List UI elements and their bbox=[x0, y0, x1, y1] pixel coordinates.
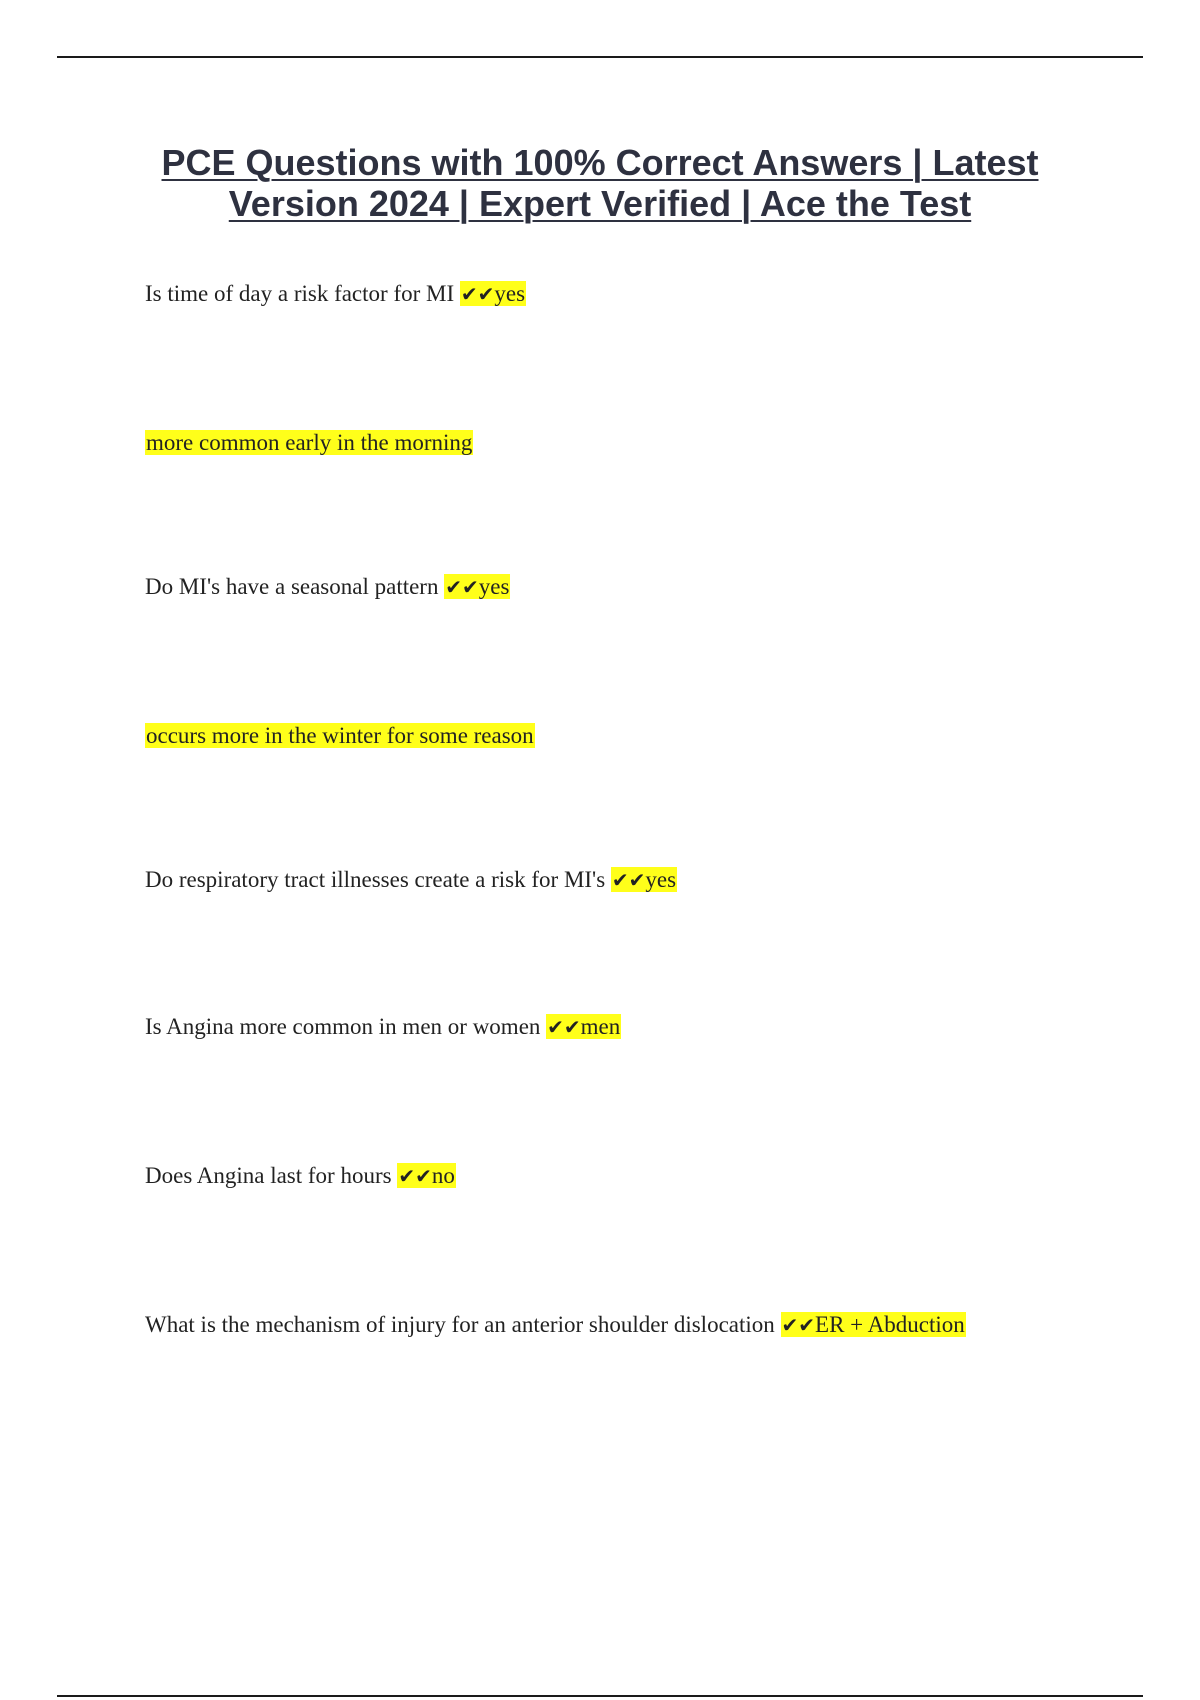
qa-item bbox=[145, 279, 526, 309]
check-mark-icon: ✔✔ bbox=[547, 1015, 581, 1039]
check-mark-icon: ✔✔ bbox=[460, 282, 495, 306]
answer-highlight bbox=[781, 1312, 966, 1337]
qa-item bbox=[145, 865, 677, 895]
answer-highlight bbox=[444, 574, 510, 599]
question-text: Do MI's have a seasonal pattern bbox=[145, 574, 439, 599]
answer-text: yes bbox=[478, 574, 510, 599]
answer-highlight bbox=[546, 1014, 621, 1039]
answer-text: men bbox=[580, 1014, 621, 1039]
question-text: What is the mechanism of injury for an anterior shoulder dislocation bbox=[145, 1312, 775, 1337]
header-rule bbox=[57, 56, 1143, 58]
answer-note bbox=[145, 428, 473, 458]
note-text: more common early in the morning bbox=[146, 430, 473, 455]
answer-highlight bbox=[611, 867, 677, 892]
answer-highlight bbox=[460, 281, 526, 306]
check-mark-icon: ✔✔ bbox=[445, 575, 479, 599]
question-text: Is Angina more common in men or women bbox=[145, 1014, 541, 1039]
footer-rule bbox=[57, 1695, 1143, 1697]
question-text: Does Angina last for hours bbox=[145, 1163, 392, 1188]
answer-text: no bbox=[431, 1163, 455, 1188]
document-title: PCE Questions with 100% Correct Answers | Latest Version 2024 | Expert Verified | Ace the Test bbox=[161, 142, 1039, 224]
answer-highlight bbox=[397, 1163, 456, 1188]
note-text: occurs more in the winter for some reason bbox=[146, 723, 534, 748]
qa-item bbox=[145, 1012, 621, 1042]
question-text: Do respiratory tract illnesses create a risk for MI's bbox=[145, 867, 606, 892]
qa-item bbox=[145, 1310, 966, 1340]
answer-text: yes bbox=[645, 867, 677, 892]
answer-text: yes bbox=[494, 281, 526, 306]
question-text: Is time of day a risk factor for MI bbox=[145, 281, 455, 306]
qa-item bbox=[145, 1161, 456, 1191]
qa-item bbox=[145, 572, 510, 602]
answer-text: ER + Abduction bbox=[815, 1312, 965, 1337]
check-mark-icon: ✔✔ bbox=[611, 868, 646, 892]
check-mark-icon: ✔✔ bbox=[781, 1313, 816, 1337]
answer-note bbox=[145, 721, 535, 751]
check-mark-icon: ✔✔ bbox=[398, 1164, 432, 1188]
